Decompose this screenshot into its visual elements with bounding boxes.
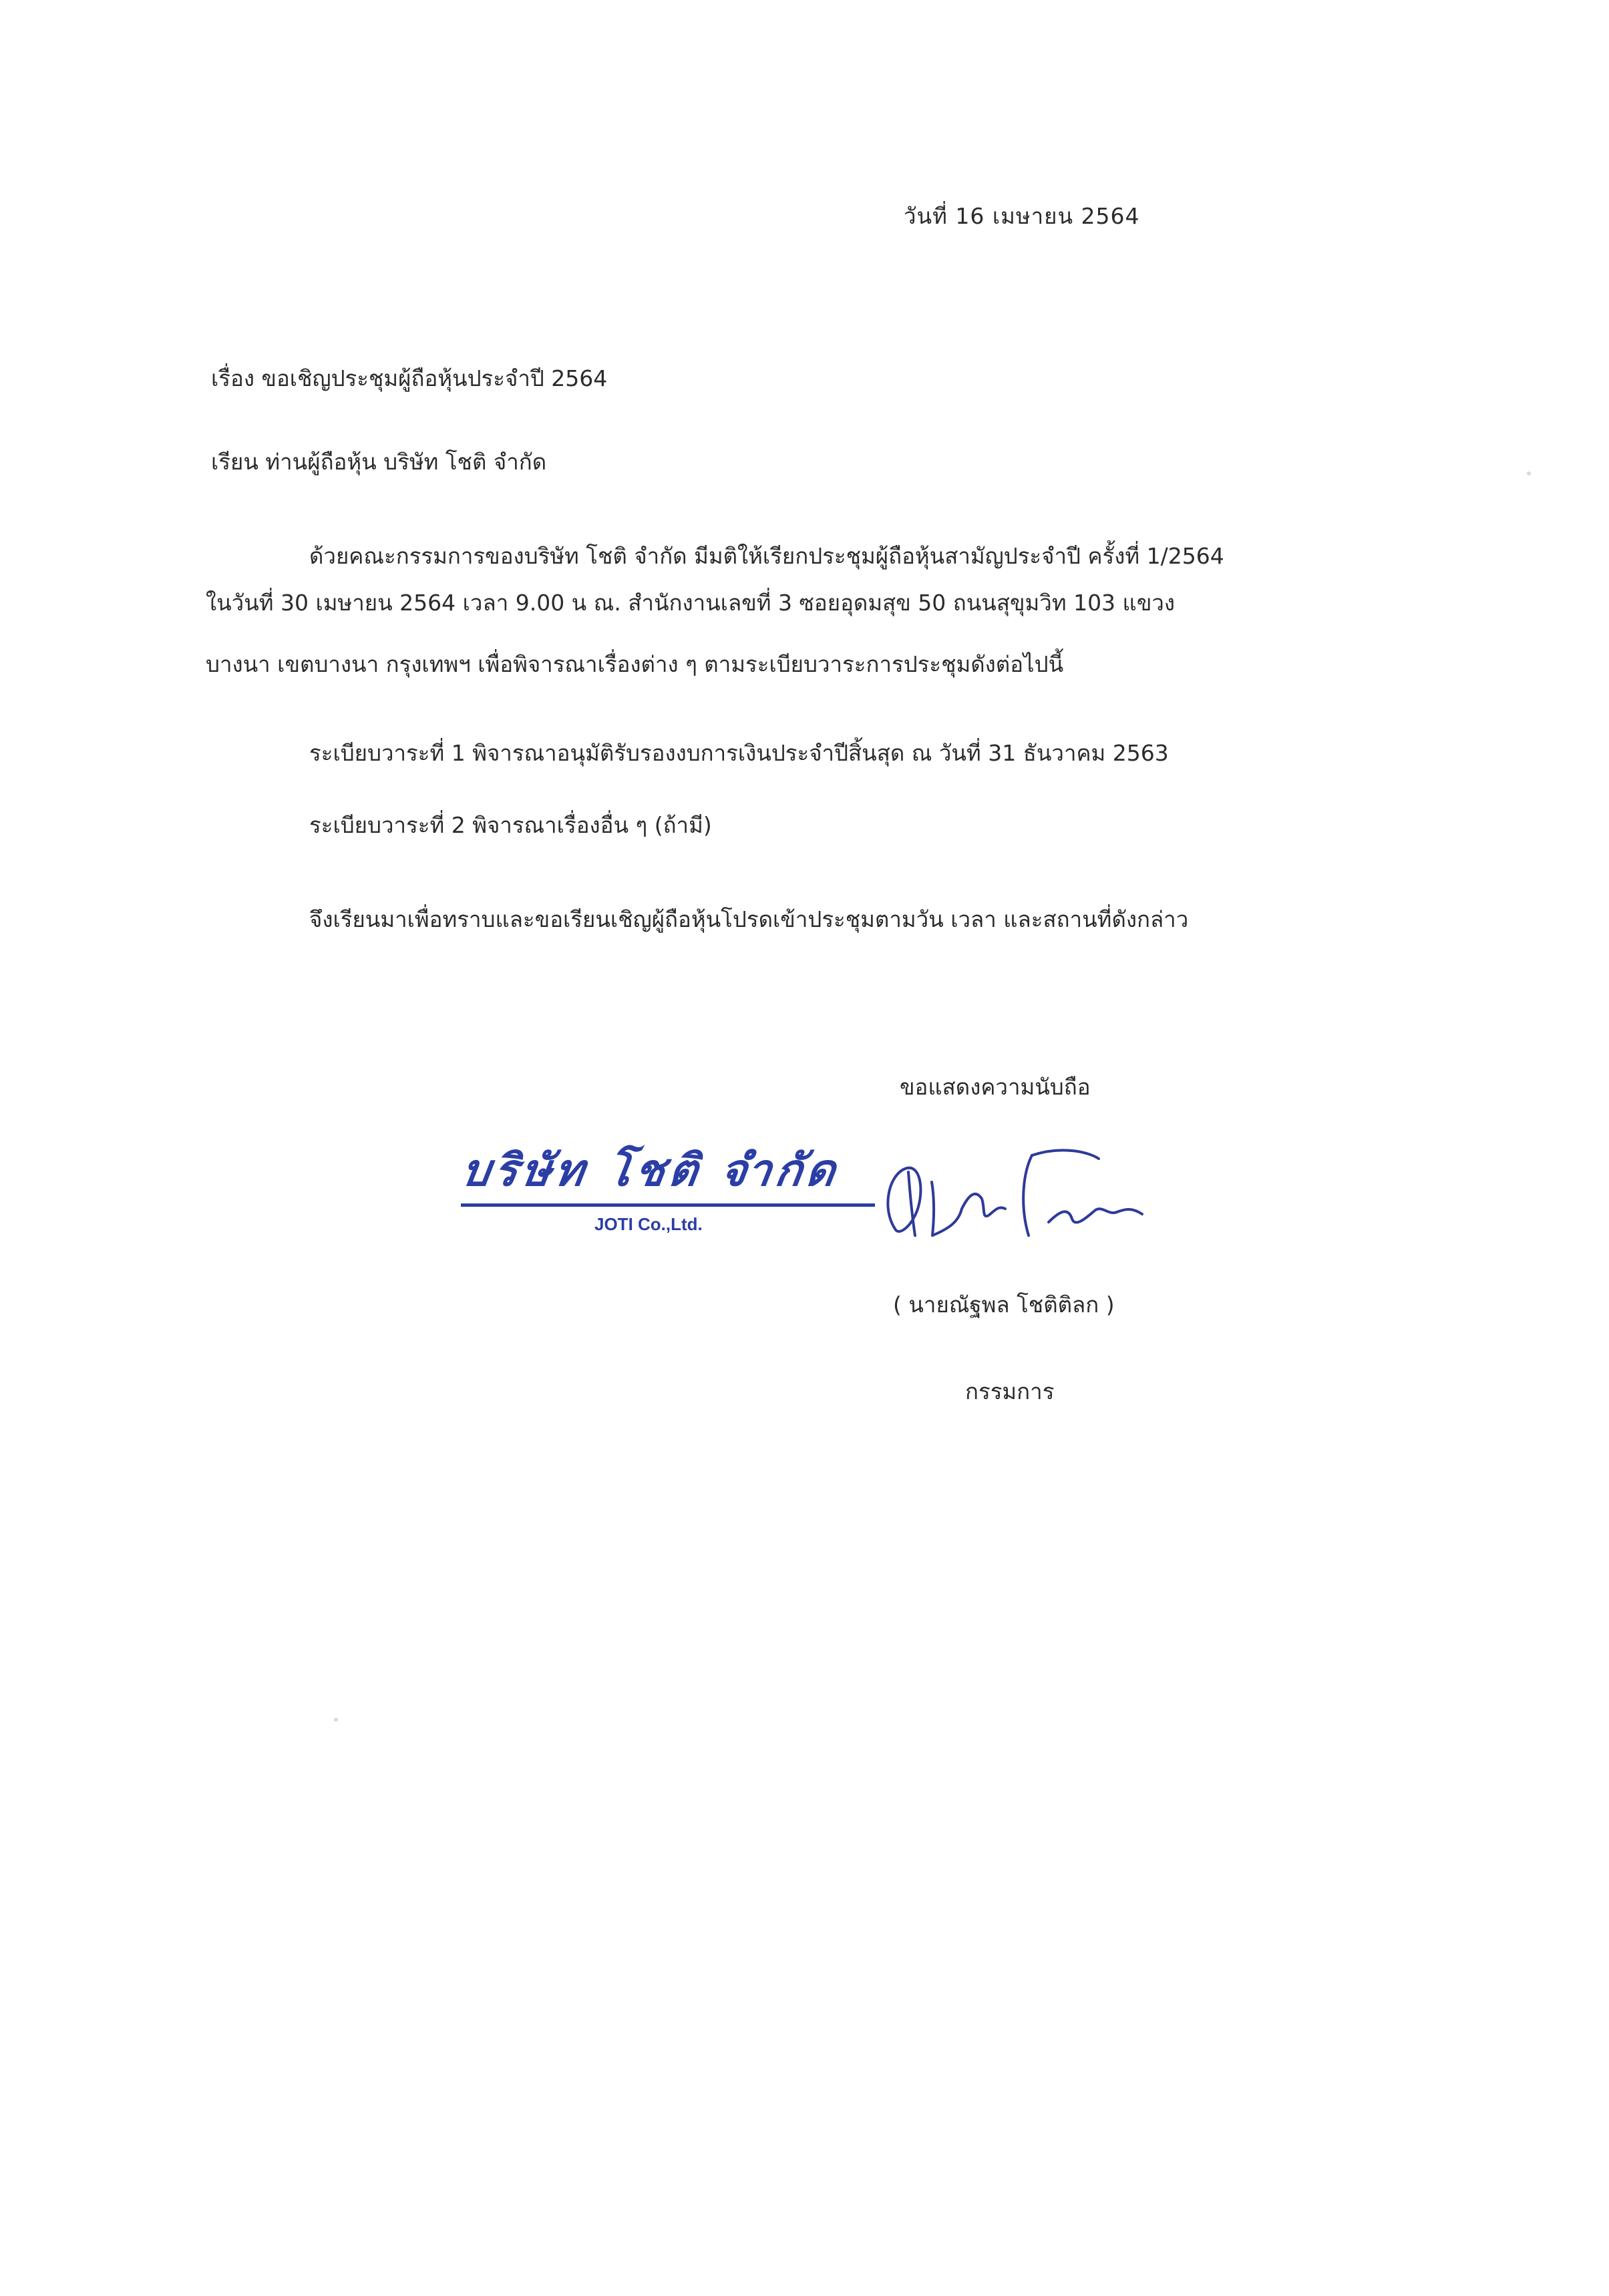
regards-line: ขอแสดงความนับถือ xyxy=(900,1074,1091,1100)
handwritten-signature xyxy=(868,1135,1176,1249)
letter-date: วันที่ 16 เมษายน 2564 xyxy=(904,203,1140,229)
stamp-english-name: JOTI Co.,Ltd. xyxy=(594,1214,703,1234)
signer-position: กรรมการ xyxy=(965,1378,1055,1404)
signer-name: ( นายณัฐพล โชติติลก ) xyxy=(893,1292,1115,1318)
company-stamp xyxy=(454,1135,882,1249)
stamp-underline xyxy=(461,1203,875,1207)
letter-recipient: เรียน ท่านผู้ถือหุ้น บริษัท โชติ จำกัด xyxy=(211,449,547,475)
body-line-1: ด้วยคณะกรรมการของบริษัท โชติ จำกัด มีมติให้เรียกประชุมผู้ถือหุ้นสามัญประจำปี ครั้งที่ 1/2564 xyxy=(309,543,1224,569)
scan-speck xyxy=(1527,471,1531,475)
scan-speck xyxy=(334,1718,338,1722)
stamp-thai-name: บริษัท โชติ จำกัด xyxy=(458,1144,843,1196)
body-line-3: บางนา เขตบางนา กรุงเทพฯ เพื่อพิจารณาเรื่องต่าง ๆ ตามระเบียบวาระการประชุมดังต่อไปนี้ xyxy=(206,651,1064,677)
letter-subject: เรื่อง ขอเชิญประชุมผู้ถือหุ้นประจำปี 2564 xyxy=(211,365,608,391)
body-line-2: ในวันที่ 30 เมษายน 2564 เวลา 9.00 น ณ. สำนักงานเลขที่ 3 ซอยอุดมสุข 50 ถนนสุขุมวิท 103 แขวง xyxy=(206,590,1176,616)
agenda-item-1: ระเบียบวาระที่ 1 พิจารณาอนุมัติรับรองงบการเงินประจำปีสิ้นสุด ณ วันที่ 31 ธันวาคม 2563 xyxy=(309,740,1169,766)
closing-paragraph: จึงเรียนมาเพื่อทราบและขอเรียนเชิญผู้ถือหุ้นโปรดเข้าประชุมตามวัน เวลา และสถานที่ดังกล่าว xyxy=(309,906,1189,932)
agenda-item-2: ระเบียบวาระที่ 2 พิจารณาเรื่องอื่น ๆ (ถ้ามี) xyxy=(309,812,712,838)
